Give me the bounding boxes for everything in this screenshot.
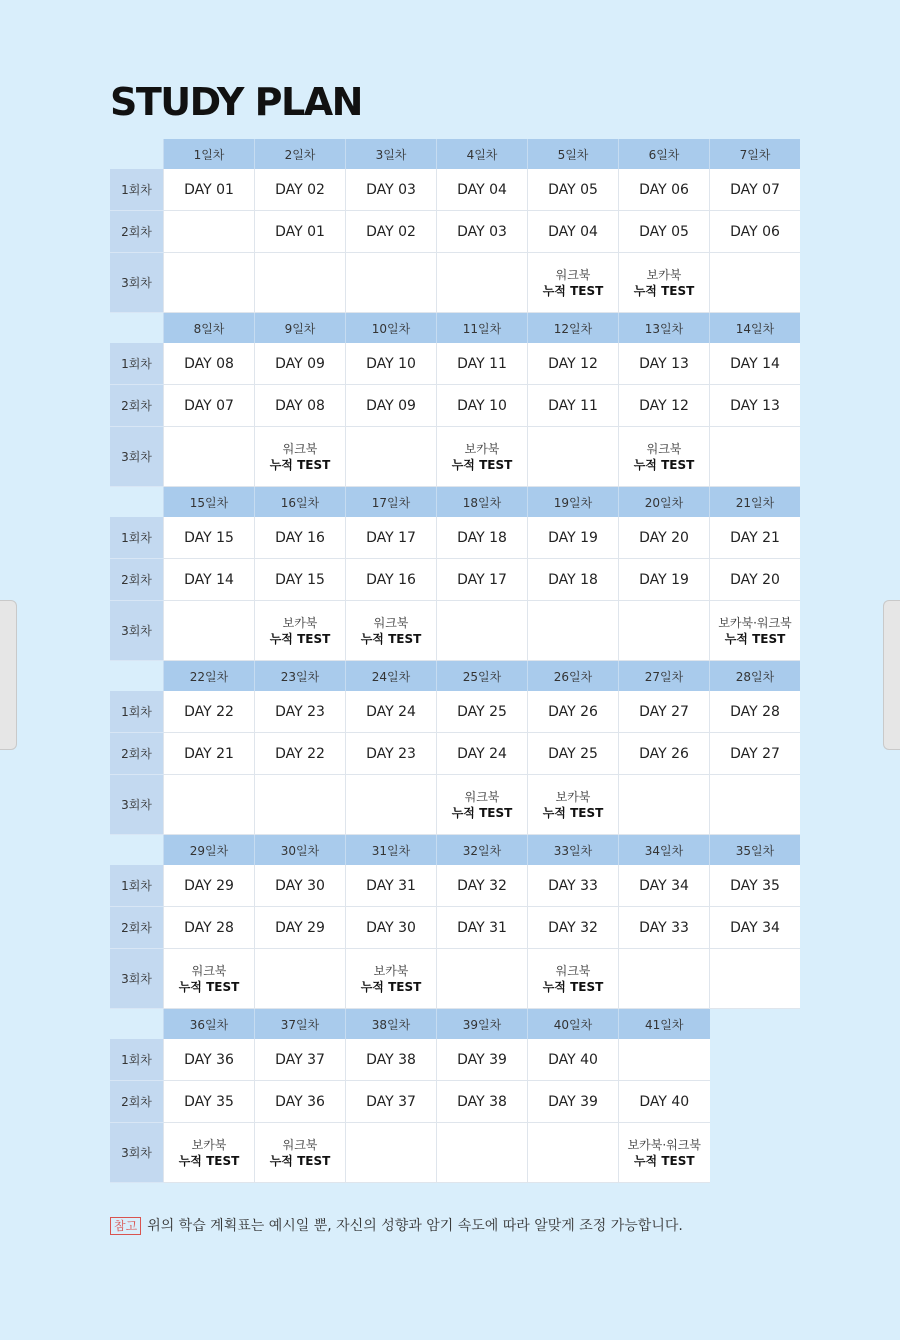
- round-row: [110, 385, 800, 427]
- round-label: 1회차: [110, 517, 164, 559]
- plan-cell: DAY 25: [528, 733, 619, 775]
- test-label: 누적 TEST: [269, 1153, 331, 1168]
- plan-cell: DAY 06: [619, 169, 710, 211]
- right-page-tab[interactable]: [883, 600, 900, 750]
- day-header: 21일차: [710, 487, 801, 518]
- test-label: 누적 TEST: [542, 283, 604, 298]
- plan-cell: DAY 36: [164, 1039, 255, 1081]
- day-header: 11일차: [437, 313, 528, 344]
- header-corner: [110, 487, 164, 518]
- day-header: 18일차: [437, 487, 528, 518]
- header-corner: [110, 139, 164, 169]
- plan-cell: DAY 31: [346, 865, 437, 907]
- test-book-label: 워크북: [191, 963, 227, 978]
- round-row: [110, 775, 800, 835]
- plan-cell: DAY 27: [710, 733, 801, 775]
- plan-cell: DAY 18: [437, 517, 528, 559]
- plan-cell: DAY 23: [346, 733, 437, 775]
- plan-cell: DAY 26: [619, 733, 710, 775]
- empty-cell: [710, 1081, 801, 1123]
- plan-cell: DAY 20: [710, 559, 801, 601]
- day-header: 27일차: [619, 661, 710, 692]
- day-header: 7일차: [710, 139, 801, 169]
- plan-cell: DAY 04: [528, 211, 619, 253]
- plan-cell: DAY 37: [255, 1039, 346, 1081]
- test-label: 누적 TEST: [178, 1153, 240, 1168]
- header-corner: [110, 835, 164, 866]
- day-header: 22일차: [164, 661, 255, 692]
- round-label: 2회차: [110, 385, 164, 427]
- plan-cell: DAY 02: [346, 211, 437, 253]
- plan-cell: DAY 09: [346, 385, 437, 427]
- plan-cell: [619, 427, 710, 487]
- plan-cell: [437, 1123, 528, 1183]
- day-header: 39일차: [437, 1009, 528, 1040]
- test-book-label: 워크북: [464, 789, 500, 804]
- test-book-label: 보카북: [373, 963, 409, 978]
- plan-cell: DAY 21: [710, 517, 801, 559]
- round-label: 3회차: [110, 949, 164, 1009]
- plan-cell: [164, 211, 255, 253]
- day-header: 31일차: [346, 835, 437, 866]
- plan-cell: [619, 775, 710, 835]
- round-row: [110, 1123, 800, 1183]
- page-title: STUDY PLAN: [110, 80, 362, 124]
- day-header: 25일차: [437, 661, 528, 692]
- plan-cell: DAY 13: [619, 343, 710, 385]
- test-book-label: 워크북: [282, 441, 318, 456]
- day-header: 34일차: [619, 835, 710, 866]
- round-label: 1회차: [110, 1039, 164, 1081]
- round-row: [110, 1039, 800, 1081]
- test-label: 누적 TEST: [178, 979, 240, 994]
- plan-cell: [346, 1123, 437, 1183]
- test-label: 누적 TEST: [633, 457, 695, 472]
- plan-cell: DAY 30: [346, 907, 437, 949]
- plan-cell: [528, 949, 619, 1009]
- round-label: 3회차: [110, 427, 164, 487]
- plan-cell: DAY 06: [710, 211, 801, 253]
- round-label: 3회차: [110, 1123, 164, 1183]
- day-header: 20일차: [619, 487, 710, 518]
- round-label: 3회차: [110, 601, 164, 661]
- plan-cell: DAY 23: [255, 691, 346, 733]
- note: [110, 1215, 683, 1235]
- round-label: 1회차: [110, 343, 164, 385]
- test-label: 누적 TEST: [542, 979, 604, 994]
- day-header: 17일차: [346, 487, 437, 518]
- plan-cell: DAY 11: [437, 343, 528, 385]
- test-book-label: 보카북: [464, 441, 500, 456]
- plan-cell: [710, 253, 801, 313]
- plan-cell: DAY 02: [255, 169, 346, 211]
- test-label: 누적 TEST: [451, 805, 513, 820]
- plan-cell: DAY 37: [346, 1081, 437, 1123]
- round-row: [110, 211, 800, 253]
- plan-cell: DAY 16: [255, 517, 346, 559]
- plan-cell: [619, 601, 710, 661]
- test-label: 누적 TEST: [360, 631, 422, 646]
- test-book-label: 보카북: [646, 267, 682, 282]
- round-label: 2회차: [110, 733, 164, 775]
- plan-cell: DAY 34: [619, 865, 710, 907]
- plan-cell: DAY 12: [528, 343, 619, 385]
- round-row: [110, 517, 800, 559]
- day-header: 36일차: [164, 1009, 255, 1040]
- test-label: 누적 TEST: [633, 1153, 695, 1168]
- plan-cell: DAY 05: [528, 169, 619, 211]
- round-label: 3회차: [110, 253, 164, 313]
- plan-cell: [255, 427, 346, 487]
- plan-cell: [528, 427, 619, 487]
- plan-cell: [710, 775, 801, 835]
- plan-cell: [528, 775, 619, 835]
- round-row: [110, 691, 800, 733]
- round-row: [110, 601, 800, 661]
- day-header-row: [110, 835, 800, 866]
- test-book-label: 워크북: [282, 1137, 318, 1152]
- plan-cell: DAY 34: [710, 907, 801, 949]
- plan-cell: DAY 33: [528, 865, 619, 907]
- plan-cell: DAY 22: [255, 733, 346, 775]
- plan-cell: DAY 40: [619, 1081, 710, 1123]
- test-label: 누적 TEST: [269, 631, 331, 646]
- day-header: 13일차: [619, 313, 710, 344]
- test-book-label: 보카북: [282, 615, 318, 630]
- day-header: 40일차: [528, 1009, 619, 1040]
- test-book-label: 보카북·워크북: [627, 1137, 701, 1152]
- day-header: 37일차: [255, 1009, 346, 1040]
- plan-cell: DAY 17: [437, 559, 528, 601]
- empty-cell: [710, 1009, 801, 1040]
- round-row: [110, 427, 800, 487]
- day-header: 35일차: [710, 835, 801, 866]
- plan-cell: [437, 253, 528, 313]
- plan-cell: [437, 427, 528, 487]
- test-book-label: 워크북: [555, 963, 591, 978]
- day-header: 14일차: [710, 313, 801, 344]
- round-row: [110, 559, 800, 601]
- plan-cell: [164, 1123, 255, 1183]
- plan-cell: [346, 949, 437, 1009]
- round-row: [110, 1081, 800, 1123]
- plan-cell: DAY 32: [437, 865, 528, 907]
- header-corner: [110, 661, 164, 692]
- plan-cell: [164, 253, 255, 313]
- test-book-label: 보카북·워크북: [718, 615, 792, 630]
- plan-cell: DAY 15: [255, 559, 346, 601]
- plan-cell: [437, 601, 528, 661]
- test-label: 누적 TEST: [451, 457, 513, 472]
- test-label: 누적 TEST: [633, 283, 695, 298]
- plan-cell: DAY 19: [528, 517, 619, 559]
- round-label: 2회차: [110, 1081, 164, 1123]
- plan-cell: DAY 04: [437, 169, 528, 211]
- day-header: 8일차: [164, 313, 255, 344]
- plan-cell: [255, 253, 346, 313]
- round-label: 3회차: [110, 775, 164, 835]
- plan-cell: [346, 427, 437, 487]
- day-header: 4일차: [437, 139, 528, 169]
- note-text: 위의 학습 계획표는 예시일 뿐, 자신의 성향과 암기 속도에 따라 알맞게 조정 가능합니다.: [147, 1218, 683, 1234]
- test-book-label: 워크북: [646, 441, 682, 456]
- plan-cell: [710, 601, 801, 661]
- plan-cell: DAY 01: [164, 169, 255, 211]
- test-label: 누적 TEST: [269, 457, 331, 472]
- plan-cell: [164, 601, 255, 661]
- plan-cell: DAY 39: [528, 1081, 619, 1123]
- plan-cell: DAY 19: [619, 559, 710, 601]
- plan-cell: [619, 1039, 710, 1081]
- round-row: [110, 733, 800, 775]
- plan-cell: [619, 253, 710, 313]
- header-corner: [110, 313, 164, 344]
- test-label: 누적 TEST: [360, 979, 422, 994]
- plan-cell: DAY 27: [619, 691, 710, 733]
- plan-cell: DAY 14: [164, 559, 255, 601]
- plan-cell: DAY 22: [164, 691, 255, 733]
- day-header-row: [110, 139, 800, 169]
- test-book-label: 보카북: [191, 1137, 227, 1152]
- test-book-label: 보카북: [555, 789, 591, 804]
- plan-cell: DAY 10: [346, 343, 437, 385]
- plan-cell: DAY 28: [164, 907, 255, 949]
- plan-cell: [528, 601, 619, 661]
- day-header: 6일차: [619, 139, 710, 169]
- plan-cell: [164, 775, 255, 835]
- plan-cell: DAY 24: [437, 733, 528, 775]
- plan-cell: DAY 26: [528, 691, 619, 733]
- plan-cell: DAY 16: [346, 559, 437, 601]
- round-row: [110, 253, 800, 313]
- plan-cell: [437, 949, 528, 1009]
- plan-cell: DAY 14: [710, 343, 801, 385]
- round-row: [110, 949, 800, 1009]
- plan-cell: DAY 32: [528, 907, 619, 949]
- day-header: 33일차: [528, 835, 619, 866]
- day-header: 24일차: [346, 661, 437, 692]
- day-header: 26일차: [528, 661, 619, 692]
- plan-cell: DAY 10: [437, 385, 528, 427]
- day-header: 23일차: [255, 661, 346, 692]
- plan-cell: [528, 253, 619, 313]
- plan-cell: DAY 03: [346, 169, 437, 211]
- plan-cell: DAY 08: [164, 343, 255, 385]
- round-row: [110, 169, 800, 211]
- day-header: 38일차: [346, 1009, 437, 1040]
- plan-cell: [528, 1123, 619, 1183]
- plan-cell: [164, 427, 255, 487]
- plan-cell: [619, 949, 710, 1009]
- plan-cell: DAY 38: [437, 1081, 528, 1123]
- round-label: 1회차: [110, 865, 164, 907]
- plan-cell: [619, 1123, 710, 1183]
- day-header: 10일차: [346, 313, 437, 344]
- plan-cell: DAY 24: [346, 691, 437, 733]
- plan-cell: DAY 11: [528, 385, 619, 427]
- day-header-row: [110, 661, 800, 692]
- plan-cell: DAY 18: [528, 559, 619, 601]
- day-header-row: [110, 313, 800, 344]
- round-label: 1회차: [110, 169, 164, 211]
- day-header: 16일차: [255, 487, 346, 518]
- header-corner: [110, 1009, 164, 1040]
- day-header: 28일차: [710, 661, 801, 692]
- day-header: 29일차: [164, 835, 255, 866]
- plan-cell: DAY 25: [437, 691, 528, 733]
- plan-cell: DAY 07: [710, 169, 801, 211]
- plan-cell: [346, 775, 437, 835]
- round-label: 1회차: [110, 691, 164, 733]
- plan-cell: DAY 01: [255, 211, 346, 253]
- day-header: 1일차: [164, 139, 255, 169]
- test-book-label: 워크북: [373, 615, 409, 630]
- plan-cell: [255, 949, 346, 1009]
- plan-cell: DAY 38: [346, 1039, 437, 1081]
- empty-cell: [710, 1039, 801, 1081]
- plan-cell: DAY 21: [164, 733, 255, 775]
- day-header-row: [110, 487, 800, 518]
- day-header: 5일차: [528, 139, 619, 169]
- plan-cell: [255, 775, 346, 835]
- plan-cell: DAY 35: [164, 1081, 255, 1123]
- plan-cell: DAY 31: [437, 907, 528, 949]
- plan-cell: [346, 253, 437, 313]
- plan-cell: DAY 03: [437, 211, 528, 253]
- round-label: 2회차: [110, 211, 164, 253]
- test-book-label: 워크북: [555, 267, 591, 282]
- day-header: 3일차: [346, 139, 437, 169]
- day-header: 2일차: [255, 139, 346, 169]
- plan-cell: DAY 09: [255, 343, 346, 385]
- plan-cell: DAY 36: [255, 1081, 346, 1123]
- day-header: 9일차: [255, 313, 346, 344]
- plan-cell: DAY 29: [255, 907, 346, 949]
- day-header: 12일차: [528, 313, 619, 344]
- day-header: 32일차: [437, 835, 528, 866]
- plan-cell: [255, 601, 346, 661]
- plan-cell: DAY 40: [528, 1039, 619, 1081]
- test-label: 누적 TEST: [542, 805, 604, 820]
- plan-cell: [346, 601, 437, 661]
- plan-cell: DAY 15: [164, 517, 255, 559]
- day-header: 41일차: [619, 1009, 710, 1040]
- day-header: 30일차: [255, 835, 346, 866]
- plan-cell: DAY 28: [710, 691, 801, 733]
- plan-cell: DAY 07: [164, 385, 255, 427]
- plan-cell: DAY 20: [619, 517, 710, 559]
- round-label: 2회차: [110, 559, 164, 601]
- plan-cell: DAY 08: [255, 385, 346, 427]
- plan-cell: [164, 949, 255, 1009]
- plan-cell: DAY 17: [346, 517, 437, 559]
- plan-cell: [255, 1123, 346, 1183]
- plan-cell: DAY 13: [710, 385, 801, 427]
- plan-cell: [710, 427, 801, 487]
- round-row: [110, 343, 800, 385]
- plan-cell: [710, 949, 801, 1009]
- day-header: 15일차: [164, 487, 255, 518]
- round-label: 2회차: [110, 907, 164, 949]
- plan-cell: DAY 39: [437, 1039, 528, 1081]
- study-plan-table: [110, 139, 800, 1183]
- plan-cell: [437, 775, 528, 835]
- plan-cell: DAY 33: [619, 907, 710, 949]
- day-header: 19일차: [528, 487, 619, 518]
- note-badge: 참고: [110, 1217, 141, 1235]
- plan-cell: DAY 29: [164, 865, 255, 907]
- plan-cell: DAY 35: [710, 865, 801, 907]
- empty-cell: [710, 1123, 801, 1183]
- round-row: [110, 907, 800, 949]
- round-row: [110, 865, 800, 907]
- test-label: 누적 TEST: [724, 631, 786, 646]
- plan-cell: DAY 05: [619, 211, 710, 253]
- plan-cell: DAY 30: [255, 865, 346, 907]
- day-header-row: [110, 1009, 800, 1040]
- left-page-tab[interactable]: [0, 600, 17, 750]
- plan-cell: DAY 12: [619, 385, 710, 427]
